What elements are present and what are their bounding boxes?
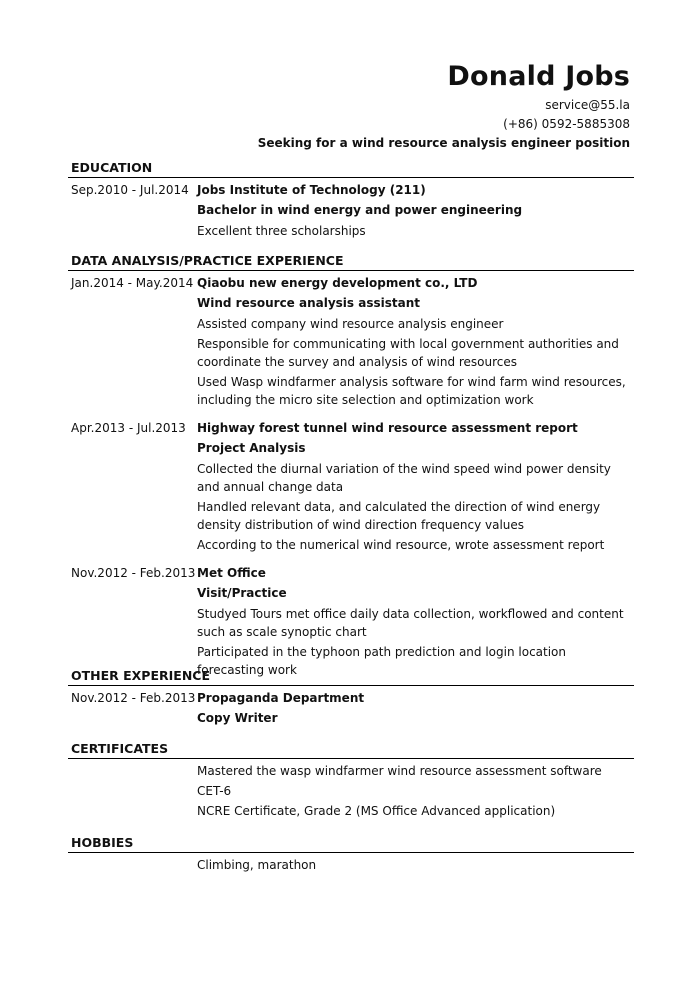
- candidate-name: Donald Jobs: [447, 61, 630, 92]
- experience-entry: [68, 419, 634, 554]
- experience-entry: [68, 564, 634, 679]
- entry-item: Assisted company wind resource analysis engineer: [197, 317, 504, 331]
- entry-item: Responsible for communicating with local government authorities and coordinate the survey and analysis of wind resources: [197, 337, 619, 369]
- entry-role: Bachelor in wind energy and power engineering: [197, 203, 523, 217]
- certificate-list: [68, 762, 634, 820]
- certificates-section: [68, 741, 634, 820]
- education-section: [68, 160, 634, 240]
- resume-header: [258, 58, 630, 153]
- entry-role: Visit/Practice: [197, 586, 287, 600]
- entry-role: Wind resource analysis assistant: [197, 296, 420, 310]
- entry-date: Nov.2012 - Feb.2013: [71, 691, 196, 705]
- entry-organization: Met Office: [197, 566, 266, 580]
- hobbies-section: [68, 835, 634, 874]
- section-title-education: EDUCATION: [68, 160, 634, 178]
- data-analysis-section: [68, 253, 634, 679]
- entry-organization: Highway forest tunnel wind resource assessment report: [197, 421, 578, 435]
- other-experience-section: [68, 668, 634, 728]
- entry-role: Copy Writer: [197, 711, 278, 725]
- section-title-certificates: CERTIFICATES: [68, 741, 634, 759]
- entry-item: Participated in the typhoon path prediction and login location forecasting work: [197, 645, 567, 677]
- section-title-other-experience: OTHER EXPERIENCE: [68, 668, 634, 686]
- entry-item: According to the numerical wind resource, wrote assessment report: [197, 538, 605, 552]
- section-title-hobbies: HOBBIES: [68, 835, 634, 853]
- hobby-item: Climbing, marathon: [197, 858, 317, 872]
- entry-date: Jan.2014 - May.2014: [71, 276, 194, 290]
- entry-date: Sep.2010 - Jul.2014: [71, 183, 189, 197]
- entry-item: Studyed Tours met office daily data collection, workflowed and content such as scale synoptic chart: [197, 607, 624, 639]
- experience-entry: [68, 689, 634, 728]
- section-title-data-analysis: DATA ANALYSIS/PRACTICE EXPERIENCE: [68, 253, 634, 271]
- certificate-item: CET-6: [197, 784, 232, 798]
- hobby-list: [68, 856, 634, 874]
- entry-date: Nov.2012 - Feb.2013: [71, 566, 196, 580]
- entry-organization: Jobs Institute of Technology (211): [197, 183, 426, 197]
- education-entry: [68, 181, 634, 240]
- entry-item: Used Wasp windfarmer analysis software for wind farm wind resources, including the micro site selection and optimization work: [197, 375, 626, 407]
- entry-date: Apr.2013 - Jul.2013: [71, 421, 186, 435]
- phone-text: (+86) 0592-5885308: [503, 117, 630, 131]
- email-text: service@55.la: [545, 98, 630, 112]
- certificate-item: NCRE Certificate, Grade 2 (MS Office Advanced application): [197, 804, 556, 818]
- objective-text: Seeking for a wind resource analysis engineer position: [257, 136, 630, 150]
- entry-item: Collected the diurnal variation of the wind speed wind power density and annual change data: [197, 462, 611, 494]
- experience-entry: [68, 274, 634, 409]
- entry-role: Project Analysis: [197, 441, 306, 455]
- certificate-item: Mastered the wasp windfarmer wind resource assessment software: [197, 764, 602, 778]
- entry-organization: Propaganda Department: [197, 691, 365, 705]
- entry-item: Excellent three scholarships: [197, 224, 366, 238]
- entry-item: Handled relevant data, and calculated the direction of wind energy density distribution of wind direction frequency values: [197, 500, 601, 532]
- entry-organization: Qiaobu new energy development co., LTD: [197, 276, 478, 290]
